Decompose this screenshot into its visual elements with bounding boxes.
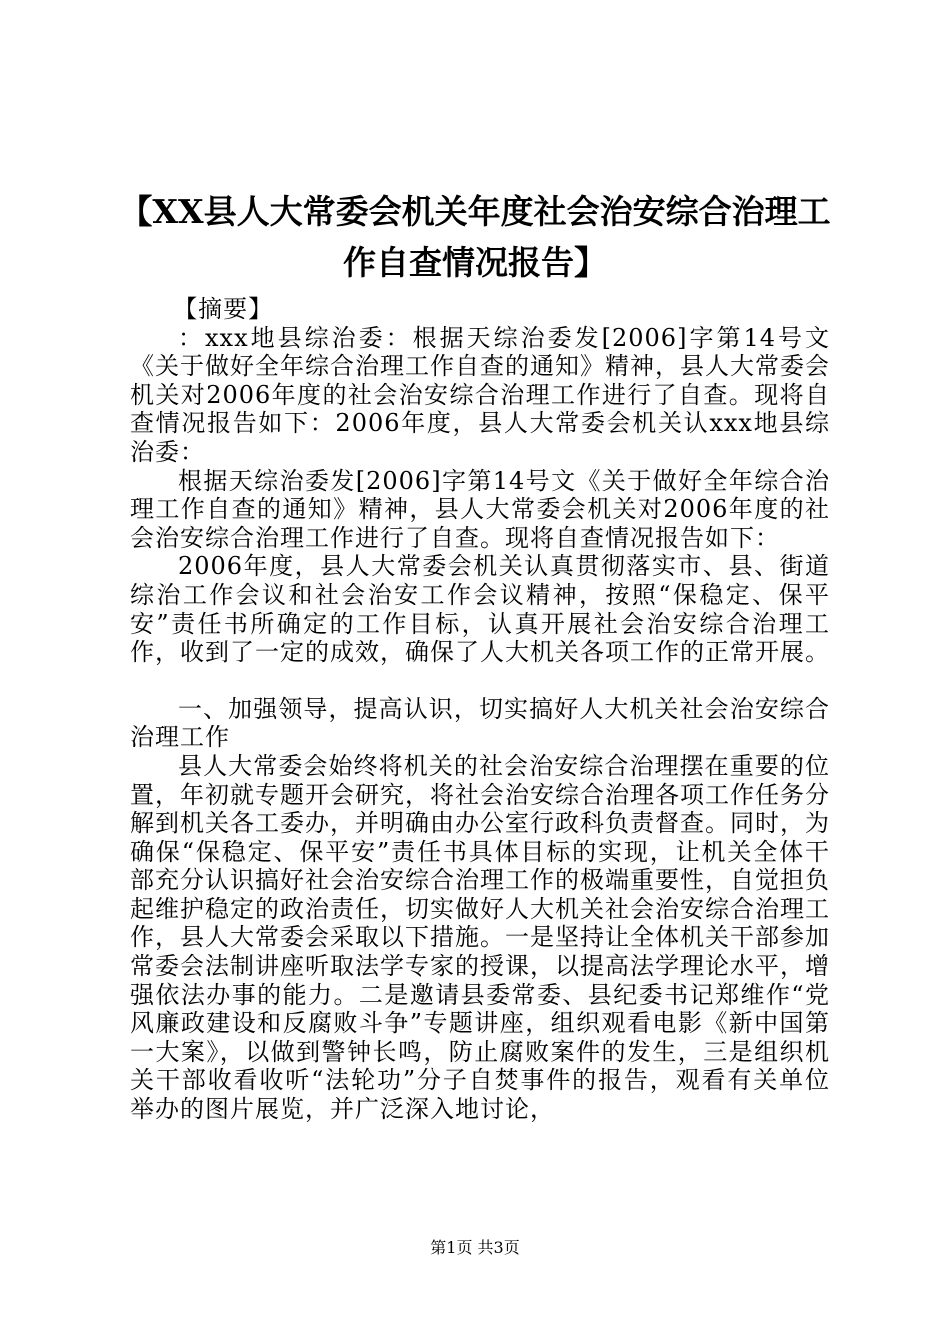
document-body [130,295,830,1124]
document-title: 【XX县人大常委会机关年度社会治安综合治理工作自查情况报告】 [119,192,831,282]
paragraph-intro: 根据天综治委发[2006]字第14号文《关于做好全年综合治理工作自查的通知》精神，县人大常委会机关对2006年度的社会治安综合治理工作进行了自查。现将自查情况报告如下： [130,466,830,552]
paragraph-section-1: 县人大常委会始终将机关的社会治安综合治理摆在重要的位置，年初就专题开会研究，将社会治安综合治理各项工作任务分解到机关各工委办，并明确由办公室行政科负责督查。同时，为确保“保稳定、保平安”责任书具体目标的实现，让机关全体干部充分认识搞好社会治安综合治理工作的极端重要性，自觉担负起维护稳定的政治责任，切实做好人大机关社会治安综合治理工作，县人大常委会采取以下措施。一是坚持让全体机关干部参加常委会法制讲座听取法学专家的授课，以提高法学理论水平，增强依法办事的能力。二是邀请县委常委、县纪委书记郑维作“党风廉政建设和反腐败斗争”专题讲座，组织观看电影《新中国第一大案》，以做到警钟长鸣，防止腐败案件的发生，三是组织机关干部收看收听“法轮功”分子自焚事件的报告，观看有关单位举办的图片展览，并广泛深入地讨论， [130,751,830,1124]
paragraph-summary: 2006年度，县人大常委会机关认真贯彻落实市、县、街道综治工作会议和社会治安工作会议精神，按照“保稳定、保平安”责任书所确定的工作目标，认真开展社会治安综合治理工作，收到了一定的成效，确保了人大机关各项工作的正常开展。 [130,552,830,667]
paragraph-abstract: ：xxx地县综治委：根据天综治委发[2006]字第14号文《关于做好全年综合治理工作自查的通知》精神，县人大常委会机关对2006年度的社会治安综合治理工作进行了自查。现将自查情况报告如下：2006年度，县人大常委会机关认xxx地县综治委： [130,323,830,466]
page-footer: 第1页 共3页 [430,1238,520,1257]
section-heading-1: 一、加强领导，提高认识，切实搞好人大机关社会治安综合治理工作 [130,694,830,752]
abstract-label: 【摘要】 [173,295,274,323]
